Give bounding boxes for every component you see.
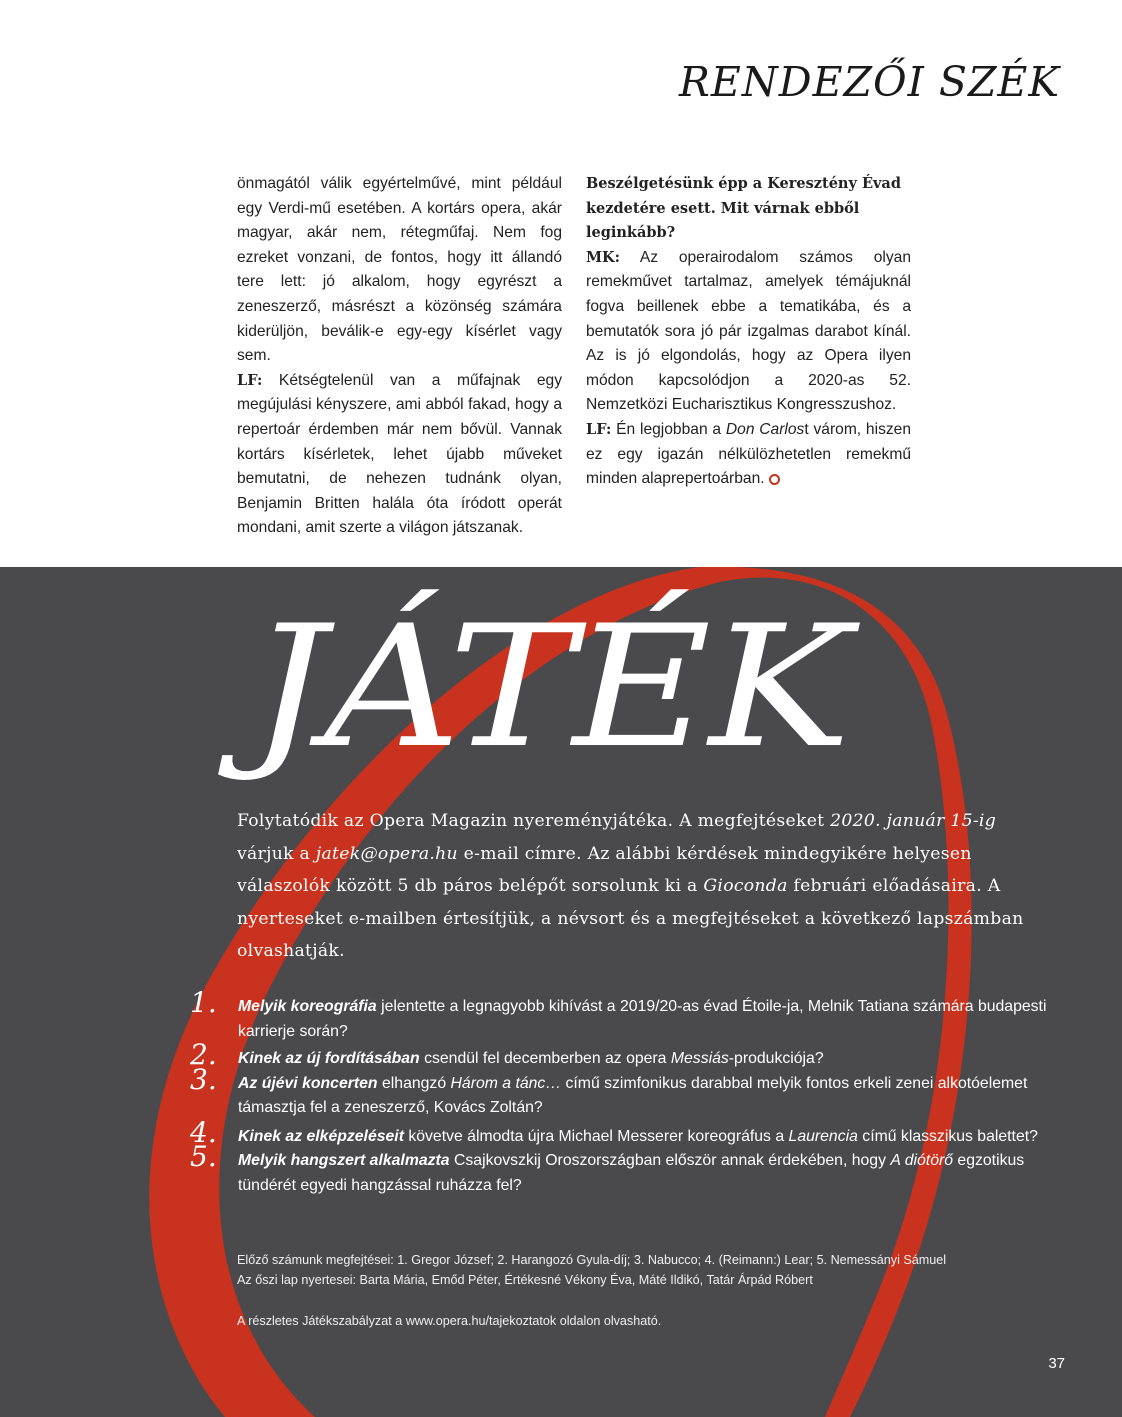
paragraph: LF: Én legjobban a Don Carlost várom, hiszen ez egy igazán nélkülözhetetlen remekmű minden alaprepertoárban. xyxy=(586,420,912,488)
rules-note: A részletes Játékszabályzat a www.opera.hu/tajekoztatok oldalon olvasható. xyxy=(237,1314,662,1328)
email-address: jatek@opera.hu xyxy=(315,843,458,864)
list-item: 2. Kinek az új fordításában csendül fel decemberben az opera Messiás-produkciója? xyxy=(190,1038,824,1071)
game-section xyxy=(0,567,1122,1417)
paragraph: önmagától válik egyértelművé, mint például egy Verdi-mű esetében. A kortárs opera, akár magyar, akár nem, rétegműfaj. Nem fog ezreket vonzani, de fontos, hogy itt állandó tere lett: jó alkalom, hogy egyrészt a zeneszerző, másrészt a közönség számára kiderüljön, beválik-e egy-egy kísérlet vagy sem. xyxy=(237,175,562,365)
question-number: 5. xyxy=(190,1140,217,1173)
paragraph: MK: Az operairodalom számos olyan remekművet tartalmaz, amelyek témájuknál fogva beillenek ebbe a tematikába, és a bemutatók sora jó pár izgalmas darabot kínál. Az is jó elgondolás, hogy az Opera ilyen módon kapcsolódjon a 2020-as 52. Nemzetközi Eucharisztikus Kongresszushoz. xyxy=(586,248,911,414)
question-number: 3. xyxy=(190,1062,217,1096)
previous-winners: Az őszi lap nyertesei: Barta Mária, Emőd Péter, Értékesné Vékony Éva, Máté Ildikó, Tatár Árpád Róbert xyxy=(237,1273,813,1287)
section-title: RENDEZŐI SZÉK xyxy=(679,58,1060,106)
list-item: 3. Az újévi koncerten elhangzó Három a tánc… című szimfonikus darabbal melyik fontos erkeli zenei alkotóelemet támasztja fel a zeneszerző, Kovács Zoltán? xyxy=(190,1062,1028,1116)
previous-results xyxy=(237,1250,946,1290)
end-mark-icon xyxy=(769,474,780,485)
question-number: 1. xyxy=(190,986,217,1019)
list-item: 1. Melyik koreográfia jelentette a legnagyobb kihívást a 2019/20-as évad Étoile-ja, Melnik Tatiana számára budapesti karrierje során? xyxy=(190,986,1047,1040)
paragraph: LF: Kétségtelenül van a műfajnak egy megújulási kényszere, ami abból fakad, hogy a repertoár érdemben már nem bővül. Vannak kortárs kísérletek, lehet újabb műveket bemutatni, de nehezen tudnánk olyan, Benjamin Britten halála óta íródott operát mondani, amit szerte a világon játszanak. xyxy=(237,371,562,537)
speaker-label: LF: xyxy=(586,420,612,438)
game-intro: Folytatódik az Opera Magazin nyereményjátéka. A megfejtéseket 2020. január 15-ig várjuk a jatek@opera.hu e-mail címre. Az alábbi kérdések mindegyikére helyesen válaszolók között 5 db páros belépőt sorsolunk ki a Gioconda februári előadásaira. A nyerteseket e-mailben értesítjük, a névsort és a megfejtéseket a következő lapszámban olvashatják. xyxy=(237,811,1024,961)
speaker-label: LF: xyxy=(237,371,263,389)
question-number: 4. xyxy=(190,1115,217,1149)
list-item: 5. Melyik hangszert alkalmazta Csajkovszkij Oroszországban először annak érdekében, hogy A diótörő egzotikus tündérét egyedi hangzással ruházza fel? xyxy=(190,1140,1025,1194)
article-column-1 xyxy=(237,172,562,541)
page-number: 37 xyxy=(1048,1355,1065,1372)
speaker-label: MK: xyxy=(586,248,621,266)
interview-question: Beszélgetésünk épp a Keresztény Évad kezdetére esett. Mit várnak ebből leginkább? xyxy=(586,175,901,242)
question-number: 2. xyxy=(190,1038,217,1071)
previous-answers: Előző számunk megfejtései: 1. Gregor József; 2. Harangozó Gyula-díj; 3. Nabucco; 4. (Reimann:) Lear; 5. Nemessányi Sámuel xyxy=(237,1253,947,1267)
list-item: 4. Kinek az elképzeléseit követve álmodta újra Michael Messerer koreográfus a Laurencia című klasszikus balettet? xyxy=(190,1115,1038,1149)
article-top xyxy=(0,0,1122,567)
question-list xyxy=(190,986,1080,1198)
article-column-2 xyxy=(586,172,911,492)
game-title: JÁTÉK xyxy=(250,589,849,785)
